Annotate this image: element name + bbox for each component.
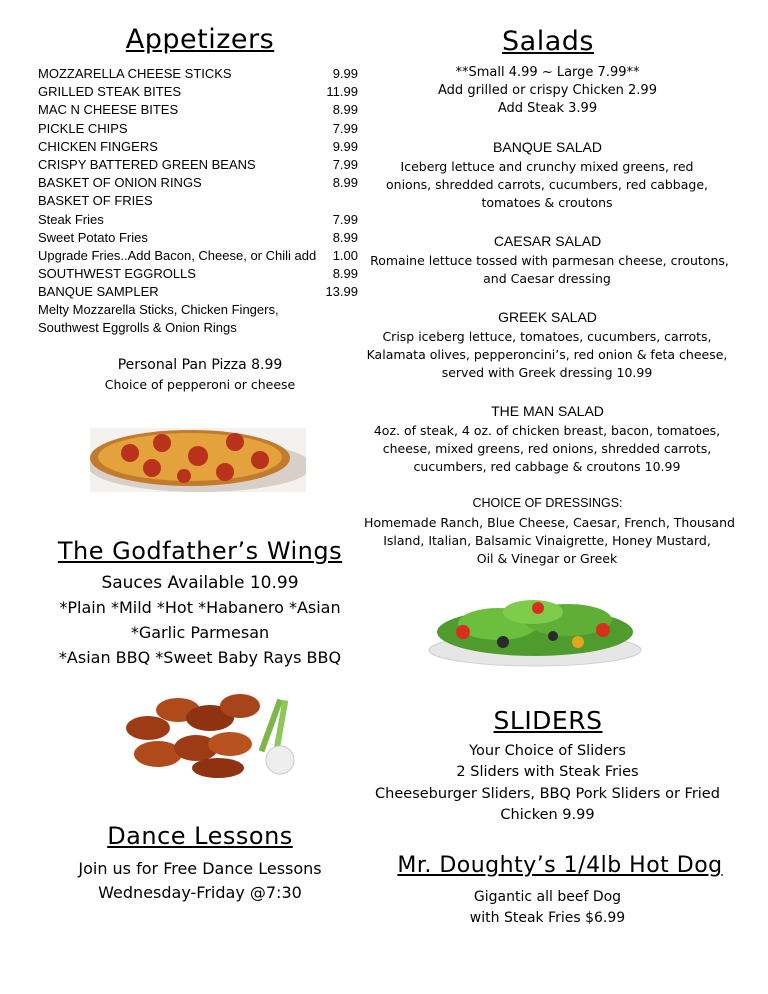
sampler-desc-2: Southwest Eggrolls & Onion Rings xyxy=(38,320,237,335)
salads-title: Salads xyxy=(502,26,594,57)
appetizer-price: 11.99 xyxy=(326,84,358,100)
dressings-desc-3: Oil & Vinegar or Greek xyxy=(476,551,618,566)
greek-salad-name: GREEK SALAD xyxy=(498,309,597,325)
appetizer-price: 7.99 xyxy=(332,120,358,136)
wings-sauces: Sauces Available 10.99 xyxy=(101,573,299,593)
wings-title: The Godfather’s Wings xyxy=(57,537,343,565)
hotdog-line-1: Gigantic all beef Dog xyxy=(473,889,622,905)
appetizer-name: MOZZARELLA CHEESE STICKS xyxy=(38,66,232,81)
sliders-line-2: 2 Sliders with Steak Fries xyxy=(456,764,639,780)
appetizer-name: Steak Fries xyxy=(38,211,104,227)
appetizer-name: Sweet Potato Fries xyxy=(38,229,148,245)
salad-add-chicken: Add grilled or crispy Chicken 2.99 xyxy=(438,83,657,98)
appetizer-price: 1.00 xyxy=(332,248,358,263)
sampler-desc-1: Melty Mozzarella Sticks, Chicken Fingers, xyxy=(38,302,279,317)
man-salad-name: THE MAN SALAD xyxy=(491,403,604,419)
appetizer-price: 13.99 xyxy=(325,284,358,300)
appetizer-name: BANQUE SAMPLER xyxy=(38,284,159,300)
hotdog-line-2: with Steak Fries $6.99 xyxy=(469,910,626,926)
wings-line-4: *Asian BBQ *Sweet Baby Rays BBQ xyxy=(58,648,342,667)
pizza-desc: Choice of pepperoni or cheese xyxy=(104,377,296,392)
appetizer-name: GRILLED STEAK BITES xyxy=(38,84,182,100)
dance-line-1: Join us for Free Dance Lessons xyxy=(78,859,322,878)
appetizer-price: 8.99 xyxy=(332,229,358,245)
sliders-line-1: Your Choice of Sliders xyxy=(469,743,626,759)
appetizer-name: CRISPY BATTERED GREEN BEANS xyxy=(38,157,256,172)
banque-salad-desc-1: Iceberg lettuce and crunchy mixed greens, red xyxy=(400,159,694,174)
appetizer-name: MAC N CHEESE BITES xyxy=(38,102,179,118)
sliders-title: SLIDERS xyxy=(493,706,603,735)
sliders-line-4: Chicken 9.99 xyxy=(500,807,595,823)
appetizer-price: 7.99 xyxy=(332,157,358,172)
man-salad-desc-1: 4oz. of steak, 4 oz. of chicken breast, bacon, tomatoes, xyxy=(373,423,721,438)
greek-salad-desc-2: Kalamata olives, pepperoncini’s, red onion & feta cheese, xyxy=(366,347,728,362)
dressings-name: CHOICE OF DRESSINGS: xyxy=(472,496,623,510)
greek-salad-desc-3: served with Greek dressing 10.99 xyxy=(441,365,653,380)
pizza-title: Personal Pan Pizza 8.99 xyxy=(117,357,283,373)
caesar-salad-name: CAESAR SALAD xyxy=(493,233,602,249)
man-salad-desc-3: cucumbers, red cabbage & croutons 10.99 xyxy=(413,459,681,474)
appetizer-price: 8.99 xyxy=(332,175,358,191)
appetizer-name: SOUTHWEST EGGROLLS xyxy=(38,266,196,282)
appetizer-price: 8.99 xyxy=(332,266,358,282)
appetizer-name: BASKET OF FRIES xyxy=(38,193,153,209)
appetizer-price: 7.99 xyxy=(332,211,358,227)
dressings-desc-2: Island, Italian, Balsamic Vinaigrette, Honey Mustard, xyxy=(383,533,711,548)
pizza-image xyxy=(90,428,306,492)
appetizer-name: CHICKEN FINGERS xyxy=(38,138,158,154)
greek-salad-desc-1: Crisp iceberg lettuce, tomatoes, cucumbers, carrots, xyxy=(382,329,712,344)
appetizer-price: 8.99 xyxy=(332,102,358,118)
appetizer-price: 9.99 xyxy=(332,138,358,154)
salad-size-line: **Small 4.99 ~ Large 7.99** xyxy=(455,65,640,80)
salad-add-steak: Add Steak 3.99 xyxy=(497,101,598,116)
dance-title: Dance Lessons xyxy=(107,822,293,850)
sliders-line-3: Cheeseburger Sliders, BBQ Pork Sliders or Fried xyxy=(375,786,720,802)
hotdog-title: Mr. Doughty’s 1/4lb Hot Dog xyxy=(397,853,723,878)
wings-line-2: *Plain *Mild *Hot *Habanero *Asian xyxy=(59,598,341,617)
banque-salad-desc-3: tomatoes & croutons xyxy=(481,195,613,210)
appetizer-name: Upgrade Fries..Add Bacon, Cheese, or Chili add xyxy=(38,248,317,263)
appetizer-name: PICKLE CHIPS xyxy=(38,120,128,136)
appetizers-title: Appetizers xyxy=(125,24,275,55)
wings-line-3: *Garlic Parmesan xyxy=(130,623,270,642)
dance-line-2: Wednesday-Friday @7:30 xyxy=(98,883,302,902)
wings-image xyxy=(118,688,296,780)
appetizer-price: 9.99 xyxy=(332,66,358,81)
banque-salad-desc-2: onions, shredded carrots, cucumbers, red cabbage, xyxy=(386,177,708,192)
appetizer-name: BASKET OF ONION RINGS xyxy=(38,175,202,191)
caesar-salad-desc-2: and Caesar dressing xyxy=(483,271,611,286)
banque-salad-name: BANQUE SALAD xyxy=(493,139,602,155)
salad-image xyxy=(428,590,642,670)
man-salad-desc-2: cheese, mixed greens, red onions, shredded carrots, xyxy=(382,441,712,456)
dressings-desc-1: Homemade Ranch, Blue Cheese, Caesar, French, Thousand xyxy=(364,515,735,530)
caesar-salad-desc-1: Romaine lettuce tossed with parmesan cheese, croutons, xyxy=(370,253,729,268)
